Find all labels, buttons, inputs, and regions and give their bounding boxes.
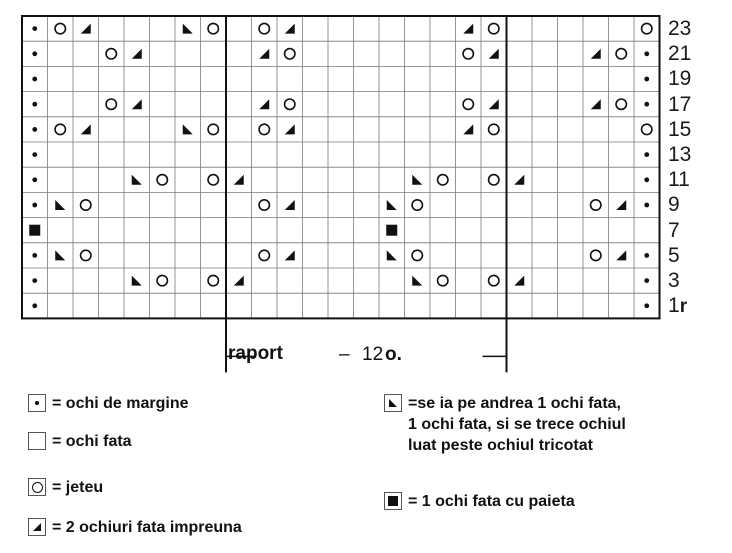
skpo-triangle	[387, 250, 397, 260]
row-number: 1r	[668, 294, 688, 318]
k2tog-triangle	[616, 250, 626, 260]
repeat-count: 12	[362, 344, 384, 365]
yarn-over-circle	[642, 124, 652, 134]
skpo-triangle	[183, 24, 193, 34]
skpo-triangle	[55, 250, 65, 260]
k2tog-triangle	[285, 24, 295, 34]
row-number: 21	[668, 42, 692, 66]
yarn-over-circle	[285, 49, 295, 59]
repeat-unit: o.	[385, 344, 402, 365]
edge-stitch-dot	[32, 152, 37, 157]
edge-stitch-dot	[644, 77, 649, 82]
yarn-over-circle	[55, 124, 65, 134]
legend-text: =se ia pe andrea 1 ochi fata, 1 ochi fata, si se trece ochiul luat peste ochiul tricotat	[408, 395, 626, 454]
k2tog-triangle	[234, 175, 244, 185]
edge-stitch-dot	[32, 77, 37, 82]
repeat-word: raport	[228, 343, 283, 364]
yarn-over-circle	[616, 49, 626, 59]
yarn-over-circle	[285, 99, 295, 109]
row-number: 23	[668, 17, 692, 40]
edge-stitch-dot	[644, 253, 649, 258]
yarn-over-circle	[489, 124, 499, 134]
yarn-over-circle	[438, 275, 448, 285]
yarn-over-circle	[591, 200, 601, 210]
k2tog-triangle	[81, 24, 91, 34]
yarn-over-circle	[259, 124, 269, 134]
k2tog-triangle	[132, 99, 142, 109]
yarn-over-circle	[259, 250, 269, 260]
k2tog-triangle	[259, 99, 269, 109]
yarn-over-circle	[157, 175, 167, 185]
skpo-triangle	[183, 124, 193, 134]
legend-item-knit	[28, 431, 132, 452]
circle-icon	[28, 478, 46, 496]
dot-icon	[28, 394, 46, 412]
yarn-over-circle	[463, 49, 473, 59]
edge-stitch-dot	[644, 303, 649, 308]
row-number: 19	[668, 67, 692, 91]
row-number: 7	[668, 218, 680, 242]
k2tog-triangle	[285, 124, 295, 134]
yarn-over-circle	[208, 275, 218, 285]
yarn-over-circle	[616, 99, 626, 109]
yarn-over-circle	[489, 23, 499, 33]
skpo-triangle	[412, 175, 422, 185]
edge-stitch-dot	[32, 177, 37, 182]
k2tog-triangle	[591, 49, 601, 59]
edge-stitch-dot	[32, 203, 37, 208]
row-number: 9	[668, 193, 680, 217]
empty-square-icon	[28, 432, 46, 450]
right-triangle-icon	[384, 394, 402, 412]
legend-item-yarn-over	[28, 477, 103, 498]
k2tog-triangle	[285, 200, 295, 210]
skpo-triangle	[55, 200, 65, 210]
yarn-over-circle	[438, 175, 448, 185]
legend-text: = 1 ochi fata cu paieta	[408, 493, 575, 510]
k2tog-triangle	[514, 175, 524, 185]
legend-item-sequin	[384, 491, 575, 512]
yarn-over-circle	[81, 200, 91, 210]
row-number: 17	[668, 92, 692, 116]
row-number: 3	[668, 269, 680, 292]
legend-item-edge	[28, 393, 188, 414]
yarn-over-circle	[208, 175, 218, 185]
yarn-over-circle	[55, 23, 65, 33]
edge-stitch-dot	[644, 51, 649, 56]
edge-stitch-dot	[32, 303, 37, 308]
k2tog-triangle	[591, 99, 601, 109]
row-number-suffix: r	[679, 296, 688, 318]
row-number: 15	[668, 117, 692, 141]
edge-stitch-dot	[644, 152, 649, 157]
legend-text: = ochi fata	[52, 433, 132, 450]
row-number: 11	[668, 168, 690, 192]
edge-stitch-dot	[644, 102, 649, 107]
k2tog-triangle	[259, 49, 269, 59]
k2tog-triangle	[489, 49, 499, 59]
legend-item-k2tog	[28, 517, 242, 538]
k2tog-triangle	[463, 24, 473, 34]
edge-stitch-dot	[644, 278, 649, 283]
yarn-over-circle	[208, 124, 218, 134]
k2tog-triangle	[132, 49, 142, 59]
edge-stitch-dot	[32, 253, 37, 258]
yarn-over-circle	[106, 99, 116, 109]
legend-text: = ochi de margine	[52, 395, 189, 412]
yarn-over-circle	[81, 250, 91, 260]
yarn-over-circle	[489, 275, 499, 285]
row-number: 13	[668, 143, 692, 166]
skpo-triangle	[132, 276, 142, 286]
k2tog-triangle	[489, 99, 499, 109]
yarn-over-circle	[642, 23, 652, 33]
edge-stitch-dot	[32, 127, 37, 132]
legend-item-skpo	[384, 393, 626, 456]
yarn-over-circle	[106, 49, 116, 59]
edge-stitch-dot	[32, 102, 37, 107]
yarn-over-circle	[489, 175, 499, 185]
k2tog-triangle	[514, 276, 524, 286]
left-triangle-icon	[28, 518, 46, 536]
yarn-over-circle	[259, 200, 269, 210]
edge-stitch-dot	[644, 203, 649, 208]
skpo-triangle	[412, 276, 422, 286]
yarn-over-circle	[591, 250, 601, 260]
k2tog-triangle	[463, 124, 473, 134]
yarn-over-circle	[412, 250, 422, 260]
yarn-over-circle	[259, 23, 269, 33]
sequin-square	[29, 225, 40, 236]
yarn-over-circle	[208, 23, 218, 33]
yarn-over-circle	[157, 275, 167, 285]
yarn-over-circle	[463, 99, 473, 109]
skpo-triangle	[132, 175, 142, 185]
k2tog-triangle	[616, 200, 626, 210]
row-number: 5	[668, 243, 680, 267]
legend-text: = 2 ochiuri fata impreuna	[52, 519, 242, 536]
legend-text: = jeteu	[52, 479, 104, 496]
repeat-dash: –	[339, 344, 350, 365]
k2tog-triangle	[81, 124, 91, 134]
edge-stitch-dot	[32, 278, 37, 283]
yarn-over-circle	[412, 200, 422, 210]
skpo-triangle	[387, 200, 397, 210]
edge-stitch-dot	[644, 177, 649, 182]
k2tog-triangle	[285, 250, 295, 260]
edge-stitch-dot	[32, 51, 37, 56]
k2tog-triangle	[234, 276, 244, 286]
sequin-square	[386, 225, 397, 236]
filled-square-icon	[384, 492, 402, 510]
edge-stitch-dot	[32, 26, 37, 31]
